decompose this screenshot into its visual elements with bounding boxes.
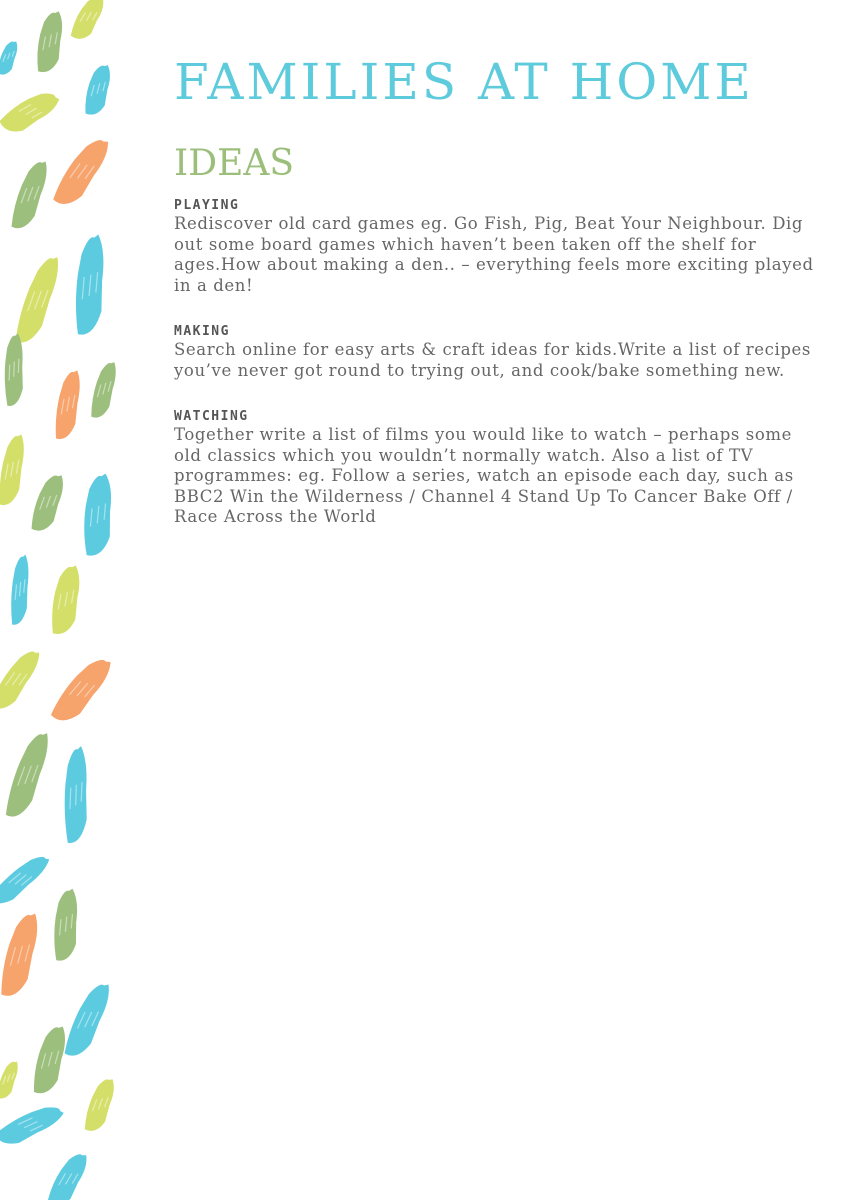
brush-stroke: [27, 470, 69, 535]
section-heading: MAKING: [174, 324, 230, 339]
brush-stroke: [0, 86, 64, 139]
brush-stroke: [48, 563, 85, 637]
brush-stroke: [29, 1022, 71, 1097]
brush-stroke: [0, 644, 46, 715]
brush-stroke: [7, 157, 53, 233]
page-subtitle: IDEAS: [174, 143, 295, 184]
brush-stroke: [81, 472, 115, 557]
brush-stroke: [81, 1075, 120, 1135]
brush-stroke: [52, 368, 85, 441]
brush-stroke: [11, 252, 66, 348]
section-watching: [174, 409, 824, 528]
brush-stroke: [0, 38, 21, 77]
brush-stroke: [43, 1148, 93, 1200]
section-heading: WATCHING: [174, 409, 249, 424]
brush-stroke: [0, 909, 45, 1000]
section-text: Rediscover old card games eg. Go Fish, Pig, Beat Your Neighbour. Dig out some board games which haven’t been taken off the shelf for ages.How about making a den.. – everything feels more exciting played in a den!: [174, 214, 814, 295]
document-content: [174, 52, 824, 528]
brush-stroke: [72, 233, 108, 336]
brush-stroke: [0, 1058, 22, 1101]
brush-stroke: [0, 432, 29, 507]
brush-stroke: [47, 651, 118, 729]
brush-stroke: [52, 887, 81, 962]
section-making: [174, 324, 824, 381]
section-text: Together write a list of films you would like to watch – perhaps some old classics which you wouldn’t normally watch. Also a list of TV programmes: eg. Follow a series, watch an episode each day, such as BBC2 Win the Wilderness / Channel 4 Stand Up To Cancer Bake Off / Race Across the World: [174, 425, 794, 526]
section-text: Search online for easy arts & craft ideas for kids.Write a list of recipes you’ve never got round to trying out, and cook/bake something new.: [174, 340, 811, 380]
brush-stroke: [9, 554, 32, 626]
brush-stroke: [63, 746, 89, 844]
brush-stroke: [0, 849, 54, 910]
brush-stroke: [67, 0, 109, 44]
brush-stroke: [49, 132, 116, 212]
brush-stroke: [81, 62, 115, 118]
page-title: FAMILIES AT HOME: [174, 53, 754, 111]
section-playing: [174, 198, 824, 296]
brush-stroke: [0, 1100, 67, 1151]
brush-stroke: [1, 728, 55, 822]
brush-stroke: [60, 978, 117, 1062]
brush-stroke: [88, 359, 121, 421]
brush-stroke: [34, 9, 67, 75]
brush-stroke-decoration: [0, 0, 130, 1200]
brush-stroke: [4, 333, 25, 406]
section-heading: PLAYING: [174, 198, 240, 213]
